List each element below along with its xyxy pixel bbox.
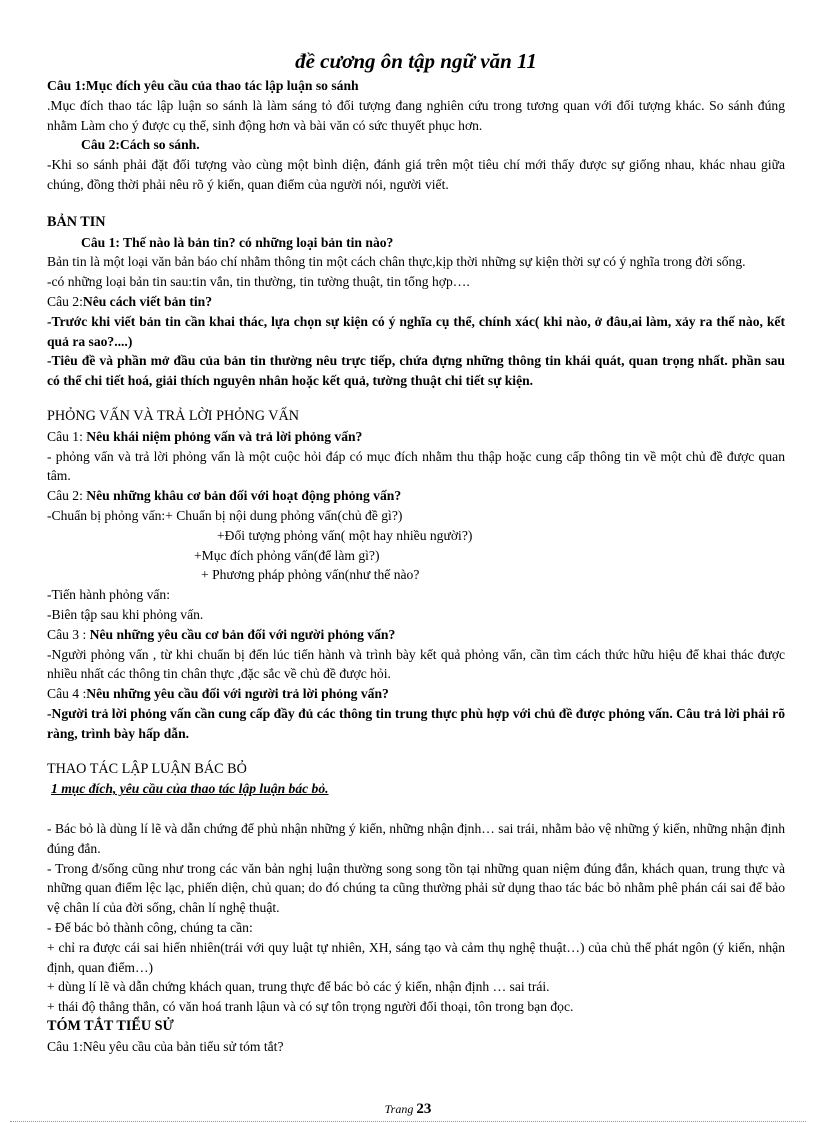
s4-heading: THAO TÁC LẬP LUẬN BÁC BỎ	[47, 760, 247, 777]
s3-question-2	[47, 486, 785, 506]
s1-question-1: Câu 1:Mục đích yêu cầu của thao tác lập luận so sánh	[47, 78, 359, 93]
s3-heading: PHỎNG VẤN VÀ TRẢ LỜI PHỎNG VẤN	[47, 407, 299, 424]
s2-answer-1: Bản tin là một loại văn bản báo chí nhằm thông tin một cách chân thực,kịp thời những sự kiện thời sự có ý nghĩa trong đời sống.	[47, 254, 746, 270]
s4-paragraph-2: - Trong đ/sống cũng như trong các văn bản nghị luận thường song song tồn tại những quan niệm đúng đắn, khách quan, trung thực và những quan điểm lệc lạc, phiến diện, chủ quan; do đó chúng ta cũng thường phải sử dụng thao tác bác bỏ nhằm phê phán cái sai để bảo vệ chân lí của đời sống, chân lí nghệ thuật.	[47, 860, 785, 916]
s3-question-4	[47, 684, 785, 704]
s3-question-2-prefix: Câu 2:	[47, 488, 87, 504]
s4-paragraph-1: - Bác bỏ là dùng lí lẽ và dẫn chứng để phủ nhận những ý kiến, những nhận định… sai trái, nhằm bảo vệ những ý kiến, những nhận định đúng đắn.	[47, 821, 785, 856]
s4-paragraph-3: - Để bác bỏ thành công, chúng ta cần:	[47, 920, 253, 936]
s1-answer-1: .Mục đích thao tác lập luận so sánh là làm sáng tỏ đối tượng đang nghiên cứu trong tương quan với đối tượng khác. So sánh đúng nhằm Làm cho ý được cụ thể, sinh động hơn và bài văn có sức thuyết phục hơn.	[47, 97, 785, 133]
s3-answer-2e: -Tiến hành phỏng vấn:	[47, 587, 170, 603]
s4-subheading: 1 mục đích, yêu cầu của thao tác lập luận bác bỏ.	[51, 781, 329, 797]
page-label: Trang	[384, 1102, 414, 1116]
footer-divider	[10, 1121, 806, 1122]
spacer	[47, 195, 785, 213]
page-number: 23	[416, 1101, 432, 1117]
s2-question-1: Câu 1: Thế nào là bản tin? có những loại bản tin nào?	[81, 234, 394, 250]
document-title: đề cương ôn tập ngữ văn 11	[295, 49, 537, 73]
s3-question-4-prefix: Câu 4 :	[47, 686, 87, 702]
s2-answer-2b: -Tiêu đề và phần mở đầu của bản tin thường nêu trực tiếp, chứa đựng những thông tin khái quát, quan trọng nhất. phần sau có thể chi tiết hoá, giải thích nguyên nhân hoặc kết quả, tường thuật chi tiết sự kiện.	[47, 353, 785, 389]
s3-answer-4: -Người trả lời phỏng vấn cần cung cấp đầy đủ các thông tin trung thực phù hợp với chủ đề được phỏng vấn. Câu trả lời phải rõ ràng, trình bày hấp dẫn.	[47, 705, 785, 741]
s2-answer-2a: -Trước khi viết bản tin cần khai thác, lựa chọn sự kiện có ý nghĩa cụ thể, chính xác( khi nào, ở đâu,ai làm, xảy ra thế nào, kết quả ra sao?....)	[47, 313, 785, 349]
s3-question-3	[47, 625, 785, 645]
s1-answer-2: -Khi so sánh phải đặt đối tượng vào cùng một bình diện, đánh giá trên một tiêu chí mới thấy được sự giống nhau, khác nhau giữa chúng, đồng thời phải nêu rõ ý kiến, quan điểm của người nói, người viết.	[47, 157, 785, 192]
s2-heading: BẢN TIN	[47, 213, 106, 230]
s3-question-1	[47, 427, 785, 447]
s3-answer-1: - phỏng vấn và trả lời phỏng vấn là một cuộc hỏi đáp có mục đích nhằm thu thập hoặc cung cấp thông tin về một chủ đề được quan tâm.	[47, 448, 785, 484]
s4-paragraph-5: + dùng lí lẽ và dẫn chứng khách quan, trung thực để bác bỏ các ý kiến, nhận định … sai trái.	[47, 979, 550, 995]
spacer	[47, 799, 785, 819]
page-footer	[0, 1100, 816, 1118]
s3-answer-2a: -Chuẩn bị phỏng vấn:+ Chuẩn bị nội dung phỏng vấn(chủ đề gì?)	[47, 507, 403, 523]
s3-question-3-prefix: Câu 3 :	[47, 626, 90, 642]
s4-paragraph-4: + chỉ ra được cái sai hiển nhiên(trái với quy luật tự nhiên, XH, sáng tạo và cảm thụ nghệ thuật…) của chủ thể phát ngôn (ý kiến, nhận định, quan điểm…)	[47, 939, 785, 975]
s3-question-1-prefix: Câu 1:	[47, 428, 87, 444]
document-page	[47, 48, 785, 1057]
s2-question-2-text: Nêu cách viết bản tin?	[82, 293, 213, 309]
s3-question-3-text: Nêu những yêu cầu cơ bản đối với người phỏng vấn?	[89, 626, 396, 642]
s5-heading: TÓM TẮT TIỂU SỬ	[47, 1018, 174, 1035]
s1-question-2: Câu 2:Cách so sánh.	[81, 137, 200, 153]
s2-answer-1b: -có những loại bản tin sau:tin vắn, tin thường, tin tường thuật, tin tổng hợp….	[47, 274, 470, 290]
s3-question-1-text: Nêu khái niệm phỏng vấn và trả lời phỏng vấn?	[86, 428, 363, 444]
s3-answer-2d: + Phương pháp phỏng vấn(như thế nào?	[201, 567, 420, 583]
s3-answer-2f: -Biên tập sau khi phỏng vấn.	[47, 606, 204, 622]
s2-question-2-prefix: Câu 2:	[47, 293, 83, 309]
s3-question-4-text: Nêu những yêu cầu đối với người trả lời phỏng vấn?	[86, 686, 389, 702]
s3-answer-3: -Người phỏng vấn , từ khi chuẩn bị đến lúc tiến hành và trình bày kết quả phỏng vấn, cần tìm cách thức hữu hiệu để khai thác được nhiều nhất các thông tin chân thực ,đặc sắc về chủ đề được hỏi.	[47, 646, 785, 682]
s2-question-2	[47, 292, 785, 312]
s5-question-1: Câu 1:Nêu yêu cầu của bản tiểu sử tóm tắt?	[47, 1038, 284, 1054]
s3-answer-2b: +Đối tượng phỏng vấn( một hay nhiều người?)	[217, 527, 473, 543]
s4-paragraph-6: + thái độ thẳng thắn, có văn hoá tranh lậun và có sự tôn trọng người đối thoại, tôn trong bạn đọc.	[47, 999, 574, 1015]
s3-answer-2c: +Mục đích phỏng vấn(để làm gì?)	[194, 547, 380, 563]
s3-question-2-text: Nêu những khâu cơ bản đối với hoạt động phỏng vấn?	[86, 488, 402, 504]
